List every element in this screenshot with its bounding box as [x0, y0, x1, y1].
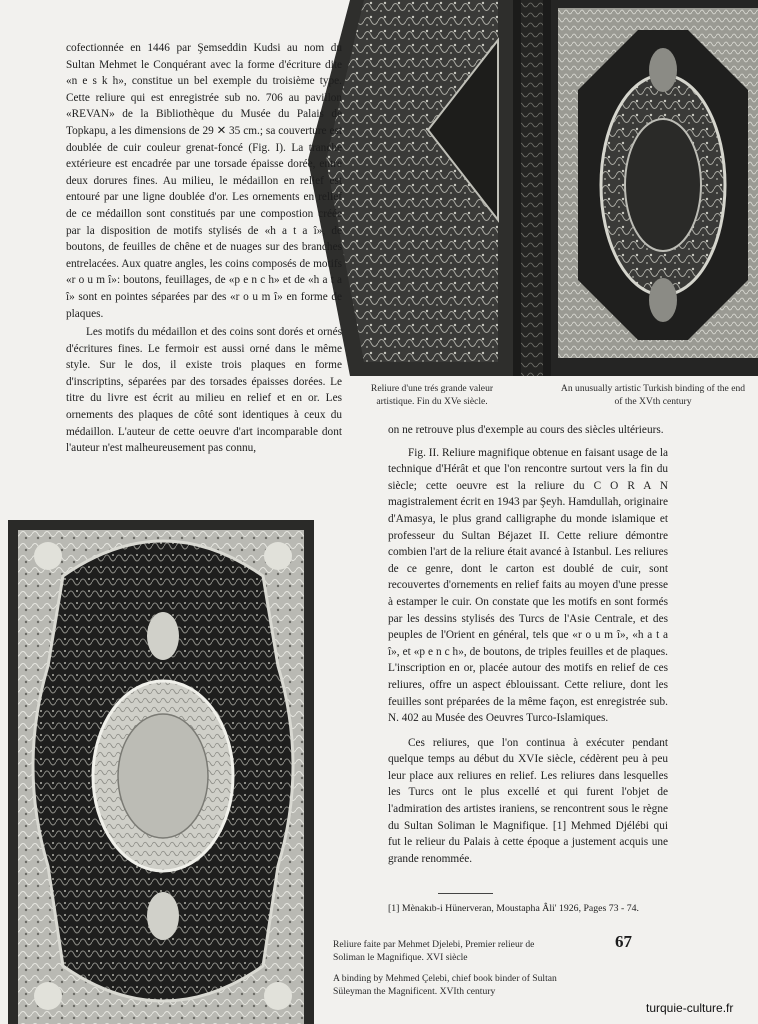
right-paragraph-1: on ne retrouve plus d'exemple au cours des siècles ultérieurs.	[388, 424, 664, 436]
left-column-text	[66, 40, 342, 457]
watermark-text: turquie-culture.fr	[646, 1001, 734, 1015]
right-column-text	[388, 422, 668, 867]
caption-bottom-french: Reliure faite par Mehmet Djelebi, Premier relieur de Soliman le Magnifique. XVI siècle	[333, 939, 535, 963]
right-paragraph-2: Fig. II. Reliure magnifique obtenue en faisant usage de la technique d'Hérât et que l'on rencontre surtout vers la fin du siècle; cette oeuvre est la reliure du C O R A N magistralement écrit en 1943 par Şeyh. Hamdullah, originaire d'Amasya, le plus grand calligraphe du monde islamique et professeur du Sultan Béjazet II. Cette reliure démontre combien l'art de la reliure était avancé à Istanbul. Les reliures de ce genre, dont le carton est doublé de cuir, sont recouvertes d'ornements en relief faits au moyen d'une presse à estamper le cuir. On constate que les motifs en sont formés par les dessins stylisés des Turcs de l'Asie Centrale, et des peuples de l'Orient en général, tels que «r o u m î», «h a t a î», et «p e n c h», de boutons, de triples feuilles et de plaques. L'inscription en or, placée autour des motifs en relief de ces reliures, offre un aspect éblouissant. Cette reliure, dont les feuilles sont préparées de la même façon, est enregistrée sub. N. 402 au Musée des Oeuvres Turco-Islamiques.	[388, 446, 668, 725]
caption-bottom-english: A binding by Mehmed Çelebi, chief book binder of Sultan Süleyman the Magnificent. XVIth century	[333, 973, 557, 997]
book-binding-photo-top	[308, 0, 758, 376]
book-binding-photo-bottom	[8, 516, 321, 1024]
left-paragraph-1: cofectionnée en 1446 par Şemseddin Kudsi au nom du Sultan Mehmet le Conquérant avec la forme d'écriture dite «n e s k h», constitue un bel exemple du troisième type. Cette reliure qui est enregistrée sub no. 706 au pavillon «REVAN» de la Bibliothèque du Musée du Palais de Topkapu, a les dimensions de 29 ✕ 35 cm.; sa couverture est doublée de cuir couleur grenat-foncé (Fig. I). La tranche extérieure est encadrée par une torsade épaisse dorée, entre deux dorures fines. Au milieu, le médaillon en relief est entouré par une ligne doublée d'or. Les ornements en relief de ce médaillon sont constitués par une compostion créée par la disposition de motifs stylisés de «h a t a î», de boutons, de feuilles de chêne et de nuages sur des branches entrelacées. Aux quatre angles, les coins composés de motifs «r o u m î»: boutons, feuillages, de «p e n c h» et de «h a t a î» sont en pointes séparées par des «r o u m î» en forme de plaques.	[66, 42, 342, 320]
caption-top-french: Reliure d'une trés grande valeur artistique. Fin du XVe siècle.	[370, 383, 494, 407]
caption-top-english: An unusually artistic Turkish binding of the end of the XVth century	[560, 383, 746, 407]
footnote: [1] Mènakıb-i Hünerveran, Moustapha Âli' 1926, Pages 73 - 74.	[388, 903, 639, 914]
footnote-divider	[438, 893, 493, 894]
left-paragraph-2: Les motifs du médaillon et des coins sont dorés et ornés d'écritures fines. Le fermoir est aussi orné dans le même style. Sur le dos, il existe trois plaques en forme d'inscriptins, séparées par des torsades épaisses dorées. Le titre du livre est écrit au milieu en relief et en or. Les ornements des plaques de côté sont identiques à ceux du médaillon. L'auteur de cette oeuvre d'art incomparable dont l'auteur n'est malheureusement pas connu,	[66, 326, 342, 455]
right-paragraph-3: Ces reliures, que l'on continua à exécuter pendant quelque temps au début du XVIe siècle, cédèrent peu à peu leur place aux reliures en relief. Les reliures dans lesquelles les Turcs ont le plus excellé et qui furent l'objet de l'admiration des artistes iraniens, se rencontrent sous le règne du Sultan Soliman le Magnifique. [1] Mehmed Djélébi qui fut le relieur du Palais à cette époque a justement acquis une grande renommée.	[388, 736, 668, 865]
page-number: 67	[615, 932, 632, 951]
